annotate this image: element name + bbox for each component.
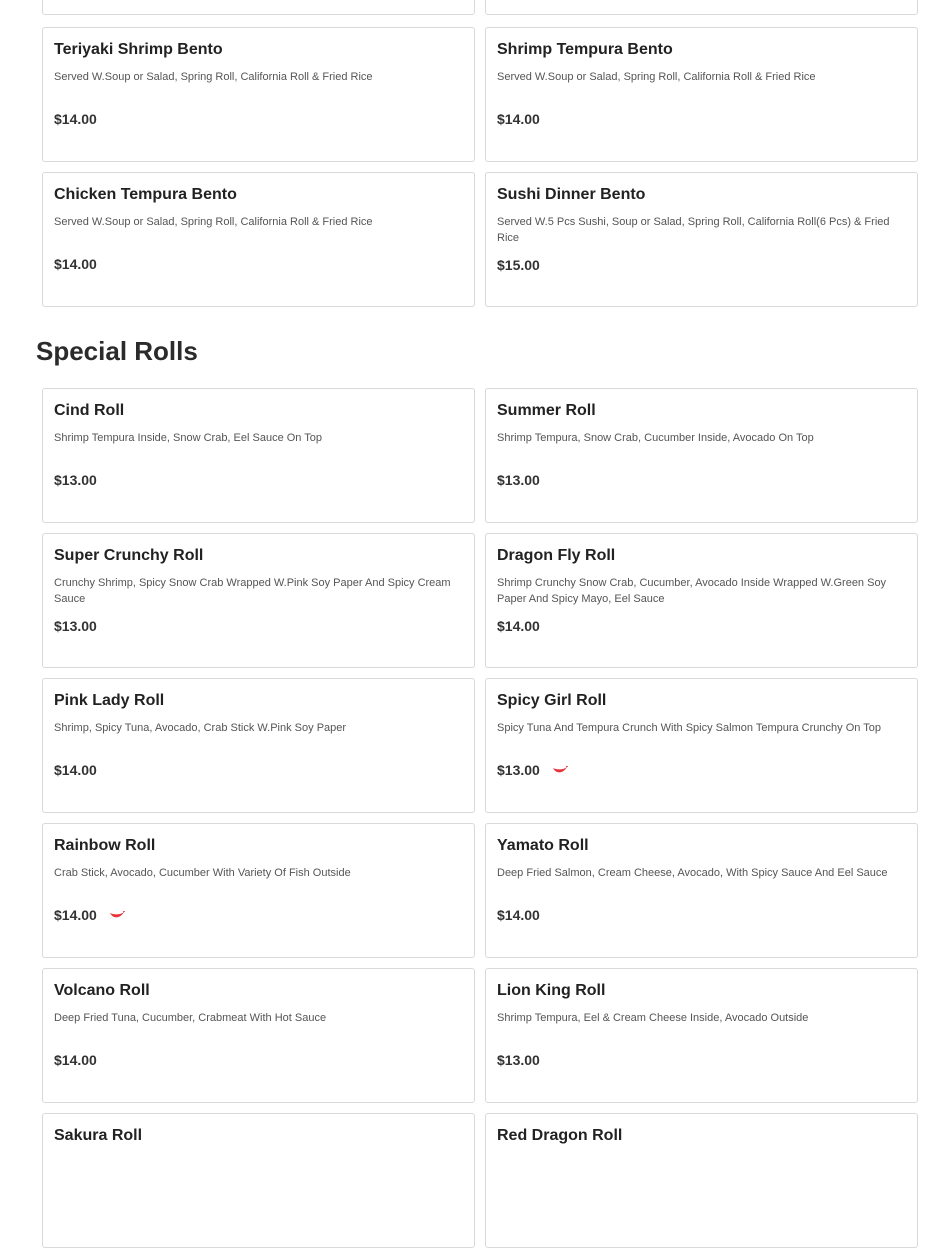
section-title: Special Rolls [36, 336, 198, 366]
item-name: Sakura Roll [54, 1127, 143, 1144]
menu-item-card[interactable] [42, 1113, 475, 1248]
item-price: $13.00 [497, 1052, 540, 1068]
item-name: Red Dragon Roll [497, 1127, 623, 1144]
menu-item-card[interactable] [485, 0, 918, 15]
item-name: Rainbow Roll [54, 837, 156, 854]
menu-item-card[interactable] [42, 388, 475, 523]
menu-item-card[interactable] [485, 1113, 918, 1248]
item-description: Deep Fried Tuna, Cucumber, Crabmeat With Hot Sauce [54, 1012, 327, 1024]
item-name: Super Crunchy Roll [54, 547, 204, 564]
menu-item-card[interactable] [485, 968, 918, 1103]
menu-item-card[interactable] [485, 27, 918, 162]
menu-item-card[interactable] [485, 388, 918, 523]
item-name: Shrimp Tempura Bento [497, 41, 673, 58]
item-description: Served W.5 Pcs Sushi, Soup or Salad, Spring Roll, California Roll(6 Pcs) & Fried Rice [497, 216, 890, 244]
item-price: $14.00 [54, 762, 97, 778]
item-name: Summer Roll [497, 402, 596, 419]
item-name: Volcano Roll [54, 982, 150, 999]
menu-item-card[interactable] [42, 678, 475, 813]
item-price: $14.00 [54, 256, 97, 272]
menu-item-card[interactable] [42, 533, 475, 668]
item-name: Chicken Tempura Bento [54, 186, 237, 203]
item-description: Shrimp Tempura, Eel & Cream Cheese Inside, Avocado Outside [497, 1012, 809, 1024]
item-description: Spicy Tuna And Tempura Crunch With Spicy Salmon Tempura Crunchy On Top [497, 722, 881, 734]
chili-pepper-icon [552, 766, 568, 774]
item-name: Cind Roll [54, 402, 125, 419]
menu-item-card[interactable] [42, 968, 475, 1103]
item-description: Shrimp Tempura, Snow Crab, Cucumber Inside, Avocado On Top [497, 432, 814, 444]
item-description: Served W.Soup or Salad, Spring Roll, California Roll & Fried Rice [54, 216, 373, 228]
menu-item-card[interactable] [42, 0, 475, 15]
item-price: $14.00 [497, 907, 540, 923]
item-name: Spicy Girl Roll [497, 692, 607, 709]
item-name: Sushi Dinner Bento [497, 186, 646, 203]
item-description: Crunchy Shrimp, Spicy Snow Crab Wrapped W.Pink Soy Paper And Spicy Cream Sauce [54, 577, 451, 605]
menu-item-card[interactable] [485, 678, 918, 813]
item-price: $13.00 [54, 618, 97, 634]
item-name: Dragon Fly Roll [497, 547, 616, 564]
item-description: Served W.Soup or Salad, Spring Roll, California Roll & Fried Rice [497, 71, 816, 83]
menu-item-card[interactable] [485, 533, 918, 668]
item-name: Yamato Roll [497, 837, 589, 854]
item-price: $13.00 [54, 472, 97, 488]
item-price: $14.00 [497, 618, 540, 634]
menu-item-card[interactable] [485, 172, 918, 307]
menu-item-card[interactable] [42, 172, 475, 307]
item-price: $15.00 [497, 257, 540, 273]
item-price: $14.00 [54, 111, 97, 127]
item-price: $13.00 [497, 472, 540, 488]
item-description: Shrimp Crunchy Snow Crab, Cucumber, Avocado Inside Wrapped W.Green Soy Paper And Spicy Mayo, Eel Sauce [497, 577, 887, 605]
item-description: Crab Stick, Avocado, Cucumber With Variety Of Fish Outside [54, 867, 351, 879]
menu-item-card[interactable] [485, 823, 918, 958]
item-name: Lion King Roll [497, 982, 606, 999]
menu-item-card[interactable] [42, 27, 475, 162]
item-price: $14.00 [54, 907, 97, 923]
item-description: Shrimp, Spicy Tuna, Avocado, Crab Stick W.Pink Soy Paper [54, 722, 347, 734]
menu-item-card[interactable] [42, 823, 475, 958]
item-name: Teriyaki Shrimp Bento [54, 41, 223, 58]
item-price: $13.00 [497, 762, 540, 778]
chili-pepper-icon [109, 911, 125, 919]
item-name: Pink Lady Roll [54, 692, 165, 709]
item-description: Served W.Soup or Salad, Spring Roll, California Roll & Fried Rice [54, 71, 373, 83]
item-price: $14.00 [54, 1052, 97, 1068]
item-description: Shrimp Tempura Inside, Snow Crab, Eel Sauce On Top [54, 432, 323, 444]
item-price: $14.00 [497, 111, 540, 127]
item-description: Deep Fried Salmon, Cream Cheese, Avocado, With Spicy Sauce And Eel Sauce [497, 867, 888, 879]
